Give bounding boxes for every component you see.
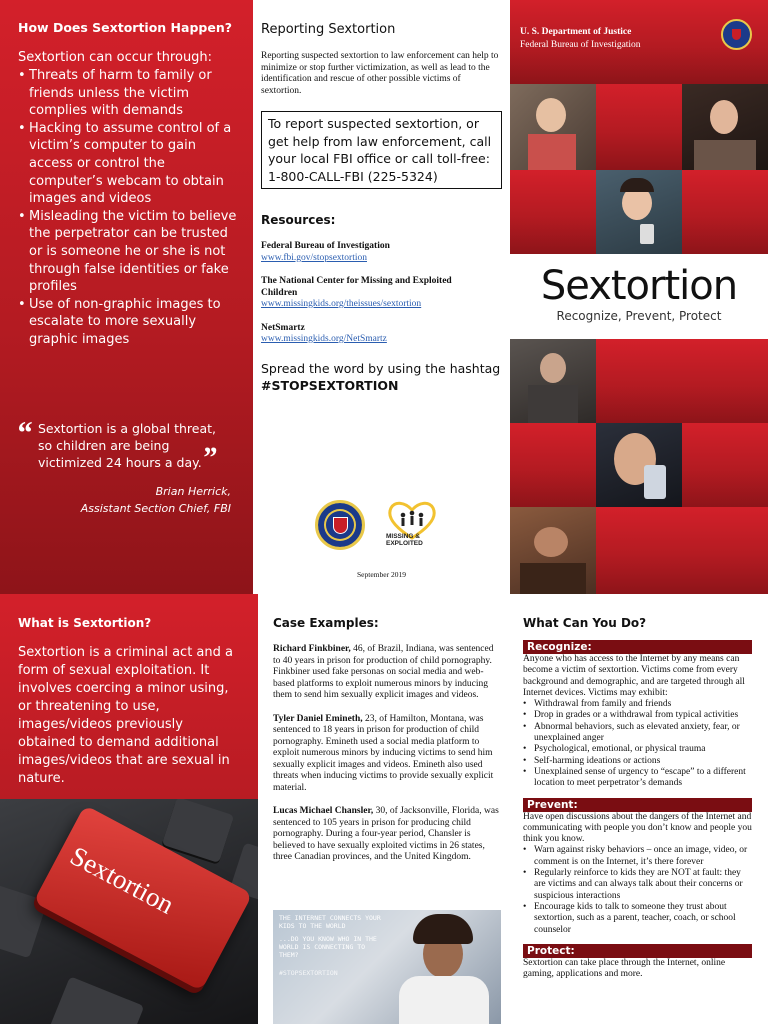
case-name: Lucas Michael Chansler, bbox=[273, 806, 374, 816]
resource-item bbox=[261, 323, 502, 346]
recognize-bullet: • Drop in grades or a withdrawal from typical activities bbox=[523, 710, 752, 721]
resource-item bbox=[261, 276, 502, 311]
recognize-body: Anyone who has access to the Internet by any means can become a victim of sextortion. Victims come from every background and demographic, and are targeted through all Internet devices. Victims may exhibit: bbox=[523, 654, 745, 698]
spread-text: Spread the word by using the hashtag bbox=[261, 360, 501, 376]
fbi-badge-icon bbox=[721, 19, 752, 50]
sextortion-key-label: Sextortion bbox=[65, 840, 179, 920]
case-item bbox=[273, 644, 502, 702]
ncmec-logo-text: MISSING & EXPLOITED bbox=[386, 533, 423, 547]
resource-link[interactable]: www.missingkids.org/NetSmartz bbox=[261, 334, 387, 344]
report-callout: To report suspected sextortion, or get help from law enforcement, call your local FBI office or call toll-free: 1-800-CALL-FBI (225-5324) bbox=[261, 111, 502, 189]
mosaic-red-block bbox=[596, 507, 768, 594]
fbi-seal-icon bbox=[315, 500, 365, 550]
prevent-bullet: • Regularly reinforce to kids they are NOT at fault: they are victims and can always talk about their concerns or suspicious interactions bbox=[523, 868, 752, 902]
what-can-heading: What Can You Do? bbox=[523, 616, 647, 630]
how-bullet: • Use of non-graphic images to escalate to more sexually graphic images bbox=[18, 296, 241, 349]
case-text: 30, of Jacksonville, Florida, was sentenced to 105 years in prison for producing child pornography. During a four-year period, Chansler is believed to have sexually exploited victims in 26 states, three Canadian provinces, and the United Kingdom. bbox=[273, 806, 499, 862]
resource-link[interactable]: www.missingkids.org/theissues/sextortion bbox=[261, 299, 422, 309]
how-bullet: • Hacking to assume control of a victim’s computer to gain access or control the computer’s webcam to obtain images and videos bbox=[18, 120, 241, 208]
photo-caption-line1: THE INTERNET CONNECTS YOUR KIDS TO THE WORLD bbox=[279, 914, 381, 930]
photo-boy-tablet bbox=[510, 84, 596, 170]
photo-girl-phone-1 bbox=[682, 84, 768, 170]
panel-what-is-sextortion bbox=[0, 594, 258, 1024]
how-heading: How Does Sextortion Happen? bbox=[18, 20, 232, 35]
case-heading: Case Examples: bbox=[273, 616, 379, 630]
cover-header bbox=[510, 0, 768, 84]
recognize-bullet: • Self-harming ideations or actions bbox=[523, 756, 752, 767]
ncmec-logo-icon bbox=[383, 498, 441, 550]
resource-name: Federal Bureau of Investigation bbox=[261, 241, 390, 251]
mosaic-red-block bbox=[510, 170, 596, 254]
prevent-list bbox=[523, 845, 752, 935]
prevent-label: Prevent: bbox=[523, 798, 752, 812]
resources-heading: Resources: bbox=[261, 213, 336, 227]
mosaic-red-block bbox=[682, 170, 768, 254]
photo-kid-gaming bbox=[510, 507, 596, 594]
awareness-photo bbox=[273, 910, 501, 1024]
quote-close-mark: ” bbox=[201, 441, 217, 474]
fbi-label: Federal Bureau of Investigation bbox=[520, 40, 641, 50]
resources-list bbox=[261, 241, 502, 346]
resource-name: The National Center for Missing and Exploited Children bbox=[261, 276, 452, 298]
cover-title: Sextortion bbox=[540, 263, 738, 309]
protect-body: Sextortion can take place through the Internet, online gaming, applications and more. bbox=[523, 957, 726, 980]
recognize-bullet: • Unexplained sense of urgency to “escape” to a different location to meet perpetrator’s demands bbox=[523, 767, 752, 790]
photo-girl-closeup bbox=[596, 423, 682, 507]
case-item bbox=[273, 714, 502, 795]
quote-open-mark: “ bbox=[16, 414, 32, 450]
how-bullet: • Threats of harm to family or friends unless the victim complies with demands bbox=[18, 67, 241, 120]
prevent-body: Have open discussions about the dangers of the Internet and communicating with people you don’t know and people you think you know. bbox=[523, 811, 752, 845]
resource-link[interactable]: www.fbi.gov/stopsextortion bbox=[261, 252, 367, 263]
quote-text bbox=[18, 420, 233, 474]
case-name: Richard Finkbiner, bbox=[273, 644, 351, 654]
panel-how-does-sextortion-happen bbox=[0, 0, 253, 594]
quote-attribution bbox=[18, 483, 233, 517]
mosaic-red-block bbox=[510, 423, 596, 507]
quote-block bbox=[16, 414, 233, 517]
mosaic-red-block bbox=[596, 84, 682, 170]
case-list bbox=[273, 644, 502, 864]
keyboard-image bbox=[0, 799, 258, 1024]
quote-role: Assistant Section Chief, FBI bbox=[80, 502, 231, 515]
panel-case-examples bbox=[258, 594, 510, 1024]
cover-subtitle: Recognize, Prevent, Protect bbox=[556, 309, 722, 323]
panel-reporting bbox=[253, 0, 510, 594]
photo-teen-dark bbox=[510, 339, 596, 423]
reporting-heading: Reporting Sextortion bbox=[261, 22, 396, 37]
what-is-body: Sextortion is a criminal act and a form of sexual exploitation. It involves coercing a minor using, or threatening to use, images/videos previously obtained to demand additional images/videos that are sexual in nature. bbox=[18, 645, 233, 786]
prevent-bullet: • Warn against risky behaviors – once an image, video, or comment is on the Internet, it’s there forever bbox=[523, 845, 752, 868]
resource-item bbox=[261, 241, 502, 264]
quote-body: Sextortion is a global threat, so children are being victimized 24 hours a day. bbox=[38, 421, 217, 470]
panel-what-can-you-do bbox=[510, 594, 768, 1024]
spread-the-word bbox=[261, 360, 502, 394]
recognize-bullet: • Psychological, emotional, or physical trauma bbox=[523, 744, 752, 755]
case-text: 46, of Brazil, Indiana, was sentenced to 40 years in prison for production of child pornography. Finkbiner used fake personas on social media and web-based platforms to exploit numerous minors by inducing them to send him sexually explicit images and videos. bbox=[273, 644, 494, 700]
recognize-bullet: • Withdrawal from family and friends bbox=[523, 699, 752, 710]
photo-caption-hashtag: #STOPSEXTORTION bbox=[279, 969, 338, 977]
resource-name: NetSmartz bbox=[261, 322, 305, 333]
mosaic-red-block bbox=[596, 339, 682, 423]
how-intro: Sextortion can occur through: bbox=[18, 50, 213, 65]
case-item bbox=[273, 806, 502, 864]
panel-cover bbox=[510, 0, 768, 594]
what-is-heading: What is Sextortion? bbox=[18, 616, 152, 630]
case-name: Tyler Daniel Emineth, bbox=[273, 713, 363, 724]
prevent-bullet: • Encourage kids to talk to someone they trust about sextortion, such as a parent, teacher, coach, or school counselor bbox=[523, 902, 752, 936]
recognize-list bbox=[523, 699, 752, 789]
recognize-bullet: • Abnormal behaviors, such as elevated anxiety, fear, or unexplained anger bbox=[523, 722, 752, 745]
publication-date: September 2019 bbox=[357, 570, 406, 579]
doj-label: U. S. Department of Justice bbox=[520, 27, 632, 37]
how-bullet-list bbox=[18, 67, 241, 349]
protect-label: Protect: bbox=[523, 944, 752, 958]
photo-girl-phone-2 bbox=[596, 170, 682, 254]
how-bullet: • Misleading the victim to believe the perpetrator can be trusted or is someone he or she is not through false identities or fake profiles bbox=[18, 208, 241, 296]
mosaic-red-block bbox=[682, 339, 768, 423]
reporting-body: Reporting suspected sextortion to law enforcement can help to minimize or stop further victimization, as well as lead to the identification and rescue of other possible victims of sextortion. bbox=[261, 51, 499, 96]
recognize-label: Recognize: bbox=[523, 640, 752, 654]
hashtag: #STOPSEXTORTION bbox=[261, 377, 399, 393]
photo-caption-line2: ...DO YOU KNOW WHO IN THE WORLD IS CONNECTING TO THEM? bbox=[279, 935, 377, 959]
mosaic-red-block bbox=[682, 423, 768, 507]
case-text: 23, of Hamilton, Montana, was sentenced to 18 years in prison for production of child pornography. Emineth used a social media platform to exploit numerous minors by inducing victims to send him sexually explicit images and videos. Emineth also used threats when inducing victims to provide sexually explicit material. bbox=[273, 713, 494, 793]
quote-name: Brian Herrick, bbox=[155, 485, 231, 498]
